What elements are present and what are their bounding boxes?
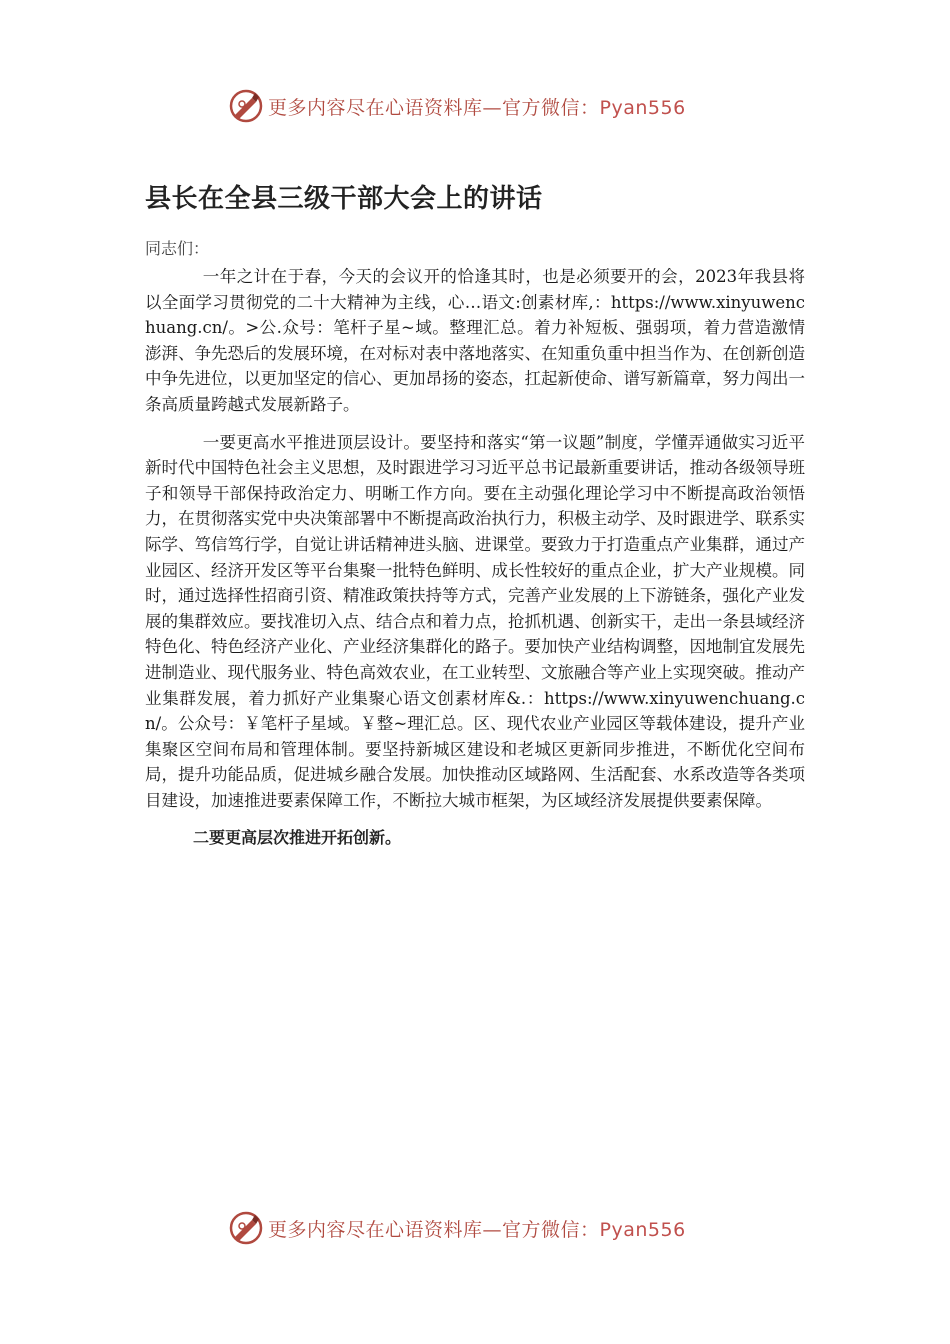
paragraph-section-one: 一要更高水平推进顶层设计。要坚持和落实“第一议题”制度，学懂弄通做实习近平新时代中国特色社会主义思想，及时跟进学习习近平总书记最新重要讲话，推动各级领导班子和领导干部保持政治定力、明晰工作方向。要在主动强化理论学习中不断提高政治领悟力，在贯彻落实党中央决策部署中不断提高政治执行力，积极主动学、及时跟进学、联系实际学、笃信笃行学，自觉让讲话精神进头脑、进课堂。要致力于打造重点产业集群，通过产业园区、经济开发区等平台集聚一批特色鲜明、成长性较好的重点企业，扩大产业规模。同时，通过选择性招商引资、精准政策扶持等方式，完善产业发展的上下游链条，强化产业发展的集群效应。要找准切入点、结合点和着力点，抢抓机遇、创新实干，走出一条县域经济特色化、特色经济产业化、产业经济集群化的路子。要加快产业结构调整，因地制宜发展先进制造业、现代服务业、特色高效农业，在工业转型、文旅融合等产业上实现突破。推动产业集群发展，着力抓好产业集聚心语文创素材库&.：https://www.xinyuwenchuang.cn/。公众号：￥笔杆子星域。￥整~理汇总。区、现代农业产业园区等载体建设，提升产业集聚区空间布局和管理体制。要坚持新城区建设和老城区更新同步推进，不断优化空间布局，提升功能品质，促进城乡融合发展。加快推动区域路网、生活配套、水系改造等各类项目建设，加速推进要素保障工作，不断拉大城市框架，为区域经济发展提供要素保障。 [145,432,805,810]
banner-text: 更多内容尽在心语资料库—官方微信：Pyan556 [268,1218,686,1241]
document-body [145,264,805,851]
footer-banner [228,1208,728,1248]
wechat-id: Pyan556 [599,1218,686,1241]
section-two-heading: 二要更高层次推进开拓创新。 [193,828,402,848]
header-banner [228,86,728,126]
wechat-id: Pyan556 [599,96,686,119]
pen-logo-icon [228,1210,264,1246]
banner-text: 更多内容尽在心语资料库—官方微信：Pyan556 [268,96,686,119]
pen-logo-icon [228,88,264,124]
document-title: 县长在全县三级干部大会上的讲话 [145,184,543,214]
greeting: 同志们： [145,239,210,258]
paragraph-intro: 一年之计在于春，今天的会议开的恰逢其时，也是必须要开的会，2023年我县将以全面学习贯彻党的二十大精神为主线，心…语文:创素材库,：https://www.xinyuwenchuang.cn/。>公.众号：笔杆子星~域。整理汇总。着力补短板、强弱项，着力营造激情澎湃、争先恐后的发展环境，在对标对表中落地落实、在知重负重中担当作为、在创新创造中争先进位，以更加坚定的信心、更加昂扬的姿态，扛起新使命、谱写新篇章，努力闯出一条高质量跨越式发展新路子。 [145,267,805,414]
